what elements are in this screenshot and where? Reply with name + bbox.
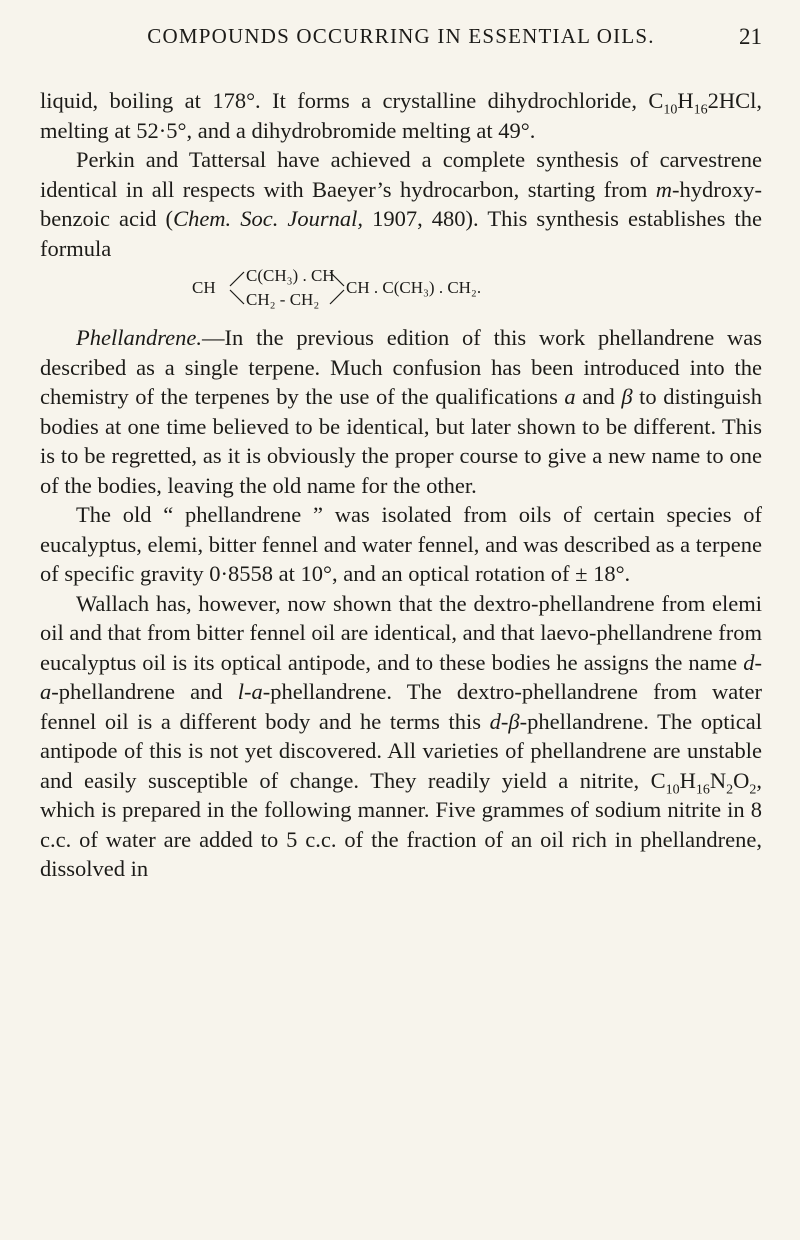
paragraph-wallach: Wallach has, however, now shown that the dextro-phellandrene from elemi oil and that from bitter fennel oil are identical, and that laevo-phellandrene from eucalyptus oil is its optical antipode, and to these bodies he assigns the name d-a-phellandrene and l-a-phellandrene. The dextro-phellandrene from water fennel oil is a different body and he terms this d-β-phellandrene. The optical antipode of this is not yet discovered. All varieties of phellandrene are unstable and easily susceptible of change. They readily yield a nitrite, $C_{10}H_{16}N_2O_2$, which is prepared in the following manner. Five grammes of sodium nitrite in 8 c.c. of water are added to 5 c.c. of the fraction of an oil rich in phellandrene, dissolved in [40, 590, 763, 881]
formula-ch-left: CH [192, 278, 216, 297]
section-heading: Phellandrene. [76, 325, 203, 350]
formula-bottom-row: CH₂ - CH₂ [246, 290, 320, 309]
page-header [40, 24, 762, 54]
journal-citation: Chem. Soc. Journal, [173, 206, 364, 231]
page-body [40, 86, 762, 884]
paragraph-synthesis: Perkin and Tattersal have achieved a complete synthesis of carvestrene identical in all respects with Baeyer’s hydrocarbon, starting from m-hydroxy-benzoic acid (Chem. Soc. Journal, 1907, 480). This synthesis establishes the formula [40, 147, 762, 261]
running-head: COMPOUNDS OCCURRING IN ESSENTIAL OILS. [147, 24, 655, 48]
structural-formula [40, 267, 762, 323]
paragraph-dihydrochloride: liquid, boiling at 178°. It forms a crystalline dihydrochloride, $C_{10}H_{16}2HCl$, melting at 52·5°, and a dihydrobromide melting at 49°. [40, 88, 762, 143]
formula-top-row: C(CH₃) . CH [246, 266, 335, 285]
paragraph-old-phellandrene: The old “ phellandrene ” was isolated from oils of certain species of eucalyptus, elemi, bitter fennel and water fennel, and was described as a terpene of specific gravity 0·8558 at 10°, and an optical rotation of ± 18°. [40, 502, 762, 586]
formula-right: CH . C(CH₃) . CH₂. [346, 278, 482, 297]
paragraph-phellandrene: Phellandrene.—In the previous edition of this work phellandrene was described as a single terpene. Much confusion has been introduced into the chemistry of the terpenes by the use of the qualifications a and β to distinguish bodies at one time believed to be identical, but later shown to be different. This is to be regretted, as it is obviously the proper course to give a new name to one of the bodies, leaving the old name for the other. [40, 325, 762, 498]
page-number: 21 [739, 24, 762, 49]
